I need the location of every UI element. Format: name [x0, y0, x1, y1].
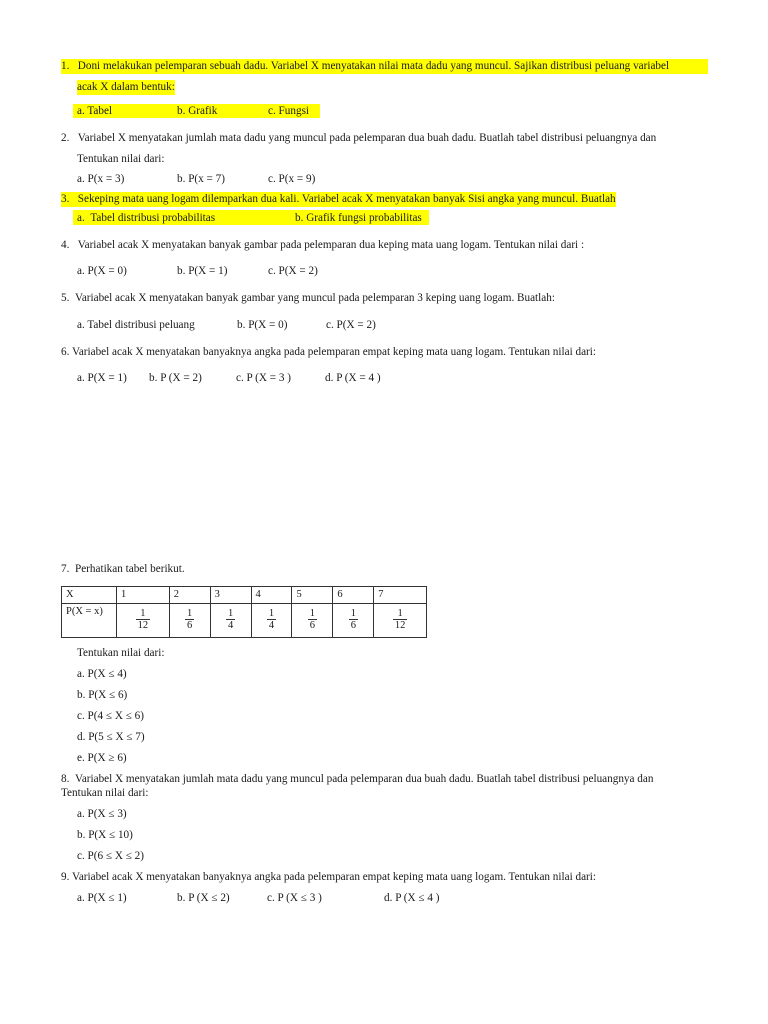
q8-line1: 8. Variabel X menyatakan jumlah mata dadu yang muncul pada pelemparan dua buah dadu. Buatlah tabel distribusi peluangnya dan — [61, 773, 654, 785]
table-cell — [251, 604, 292, 638]
q6-option-b: b. P (X = 2) — [149, 372, 202, 384]
table-cell: 6 — [333, 587, 374, 604]
q6-option-c: c. P (X = 3 ) — [236, 372, 291, 384]
q2-line1: 2. Variabel X menyatakan jumlah mata dadu yang muncul pada pelemparan dua buah dadu. Buatlah tabel distribusi peluangnya dan — [61, 132, 657, 144]
q7-line1: 7. Perhatikan tabel berikut. — [61, 563, 185, 575]
q2-option-a: a. P(x = 3) — [77, 173, 125, 185]
table-cell — [374, 604, 427, 638]
q1-option-c: c. Fungsi — [268, 105, 310, 117]
fraction — [349, 608, 358, 631]
q2-line2: Tentukan nilai dari: — [77, 153, 165, 165]
fraction — [393, 608, 408, 631]
probability-table — [61, 586, 427, 638]
fraction-denominator: 12 — [394, 620, 406, 632]
q8-option-c: c. P(6 ≤ X ≤ 2) — [77, 850, 144, 862]
table-cell — [169, 604, 210, 638]
q8-line2: Tentukan nilai dari: — [61, 787, 149, 799]
q4-line1: 4. Variabel acak X menyatakan banyak gambar pada pelemparan dua keping mata uang logam. Tentukan nilai dari : — [61, 239, 585, 251]
fraction-numerator: 1 — [268, 608, 275, 620]
q7-prompt: Tentukan nilai dari: — [77, 647, 165, 659]
q3-option-b: b. Grafik fungsi probabilitas — [295, 212, 422, 224]
q1-line1: 1. Doni melakukan pelemparan sebuah dadu. Variabel X menyatakan nilai mata dadu yang muncul. Sajikan distribusi peluang variabel — [61, 59, 708, 74]
q7-option-b: b. P(X ≤ 6) — [77, 689, 128, 701]
q2-option-b: b. P(x = 7) — [177, 173, 225, 185]
table-header-row — [62, 587, 427, 604]
q9-option-a: a. P(X ≤ 1) — [77, 892, 127, 904]
q2-option-c: c. P(x = 9) — [268, 173, 316, 185]
q7-option-a: a. P(X ≤ 4) — [77, 668, 127, 680]
fraction-denominator: 4 — [227, 620, 234, 632]
q8-option-a: a. P(X ≤ 3) — [77, 808, 127, 820]
q4-option-a: a. P(X = 0) — [77, 265, 127, 277]
fraction-denominator: 6 — [187, 620, 193, 632]
fraction-numerator: 1 — [136, 608, 151, 620]
q9-line1: 9. Variabel acak X menyatakan banyaknya angka pada pelemparan empat keping mata uang logam. Tentukan nilai dari: — [61, 871, 596, 883]
fraction-numerator: 1 — [187, 608, 193, 620]
table-cell: 5 — [292, 587, 333, 604]
q5-option-a: a. Tabel distribusi peluang — [77, 319, 195, 331]
q3-line1: 3. Sekeping mata uang logam dilemparkan dua kali. Variabel acak X menyatakan banyak Sisi angka yang muncul. Buatlah — [61, 193, 616, 205]
fraction-denominator: 12 — [137, 620, 149, 632]
q9-option-b: b. P (X ≤ 2) — [177, 892, 230, 904]
table-cell: 7 — [374, 587, 427, 604]
table-cell: X — [62, 587, 117, 604]
q1-line2: acak X dalam bentuk: — [77, 81, 175, 93]
table-cell — [292, 604, 333, 638]
fraction-numerator: 1 — [309, 608, 316, 620]
table-cell — [333, 604, 374, 638]
q4-option-c: c. P(X = 2) — [268, 265, 318, 277]
q4-option-b: b. P(X = 1) — [177, 265, 228, 277]
table-cell: 4 — [251, 587, 292, 604]
table-cell: 3 — [210, 587, 251, 604]
q6-option-a: a. P(X = 1) — [77, 372, 127, 384]
fraction — [185, 608, 194, 631]
q3-option-a: a. Tabel distribusi probabilitas — [77, 212, 216, 224]
q8-option-b: b. P(X ≤ 10) — [77, 829, 133, 841]
q9-option-d: d. P (X ≤ 4 ) — [384, 892, 440, 904]
q5-option-b: b. P(X = 0) — [237, 319, 288, 331]
table-cell: 2 — [169, 587, 210, 604]
fraction — [136, 608, 151, 631]
fraction-numerator: 1 — [350, 608, 356, 620]
table-cell — [117, 604, 170, 638]
table-cell — [210, 604, 251, 638]
q7-option-c: c. P(4 ≤ X ≤ 6) — [77, 710, 144, 722]
q1-option-a: a. Tabel — [77, 105, 113, 117]
fraction-denominator: 6 — [309, 620, 316, 632]
table-cell: 1 — [117, 587, 170, 604]
q5-line1: 5. Variabel acak X menyatakan banyak gambar yang muncul pada pelemparan 3 keping uang logam. Buatlah: — [61, 292, 555, 304]
q1-option-b: b. Grafik — [177, 105, 218, 117]
fraction — [226, 608, 235, 631]
q5-option-c: c. P(X = 2) — [326, 319, 376, 331]
table-probability-row — [62, 604, 427, 638]
fraction-numerator: 1 — [227, 608, 234, 620]
q9-option-c: c. P (X ≤ 3 ) — [267, 892, 322, 904]
fraction — [267, 608, 276, 631]
q7-option-e: e. P(X ≥ 6) — [77, 752, 127, 764]
table-row-label: P(X = x) — [62, 604, 117, 638]
fraction-numerator: 1 — [393, 608, 408, 620]
q6-line1: 6. Variabel acak X menyatakan banyaknya angka pada pelemparan empat keping mata uang logam. Tentukan nilai dari: — [61, 346, 596, 358]
fraction-denominator: 4 — [268, 620, 275, 632]
q6-option-d: d. P (X = 4 ) — [325, 372, 381, 384]
q7-option-d: d. P(5 ≤ X ≤ 7) — [77, 731, 145, 743]
fraction — [308, 608, 317, 631]
fraction-denominator: 6 — [350, 620, 356, 632]
